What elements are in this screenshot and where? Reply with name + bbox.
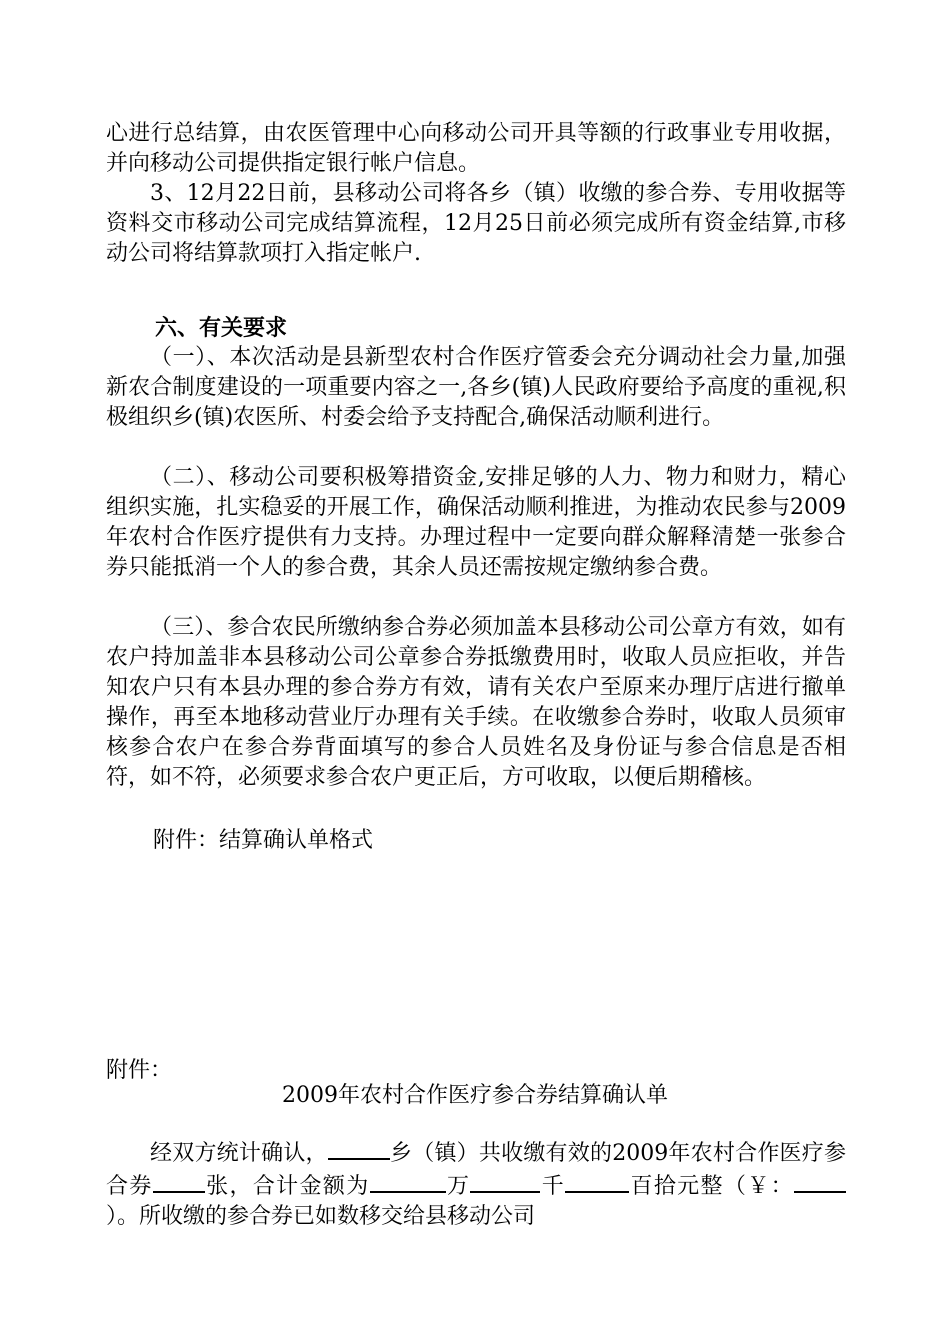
requirement-paragraph-1: （一）、本次活动是县新型农村合作医疗管委会充分调动社会力量,加强新农合制度建设的一项重要内容之一,各乡(镇)人民政府要给予高度的重视,积极组织乡(镇)农医所、村委会给予支持配合,确保活动顺利进行。 [106, 345, 846, 430]
form-text-segment: 张，合计金额为 [204, 1174, 370, 1199]
form-body-paragraph [106, 1136, 846, 1232]
continuation-paragraph: 心进行总结算，由农医管理中心向移动公司开具等额的行政事业专用收据，并向移动公司提供指定银行帐户信息。 [106, 121, 846, 176]
requirement-paragraph-2: （二）、移动公司要积极筹措资金,安排足够的人力、物力和财力，精心组织实施，扎实稳妥的开展工作，确保活动顺利推进，为推动农民参与2009年农村合作医疗提供有力支持。办理过程中一定要向群众解释清楚一张参合券只能抵消一个人的参合费，其余人员还需按规定缴纳参合费。 [106, 465, 846, 580]
section-heading: 六、有关要求 [155, 315, 288, 341]
township-blank[interactable] [328, 1136, 390, 1160]
requirement-paragraph-3: （三）、参合农民所缴纳参合券必须加盖本县移动公司公章方有效，如有农户持加盖非本县移动公司公章参合券抵缴费用时，收取人员应拒收，并告知农户只有本县办理的参合券方有效，请有关农户至原来办理厅店进行撤单操作，再至本地移动营业厅办理有关手续。在收缴参合券时，收取人员须审核参合农户在参合券背面填写的参合人员姓名及身份证与参合信息是否相符，如不符，必须要求参合农户更正后，方可收取，以便后期稽核。 [106, 615, 846, 790]
form-text-segment: 百拾元整（￥： [629, 1174, 794, 1199]
form-text-segment: 千 [540, 1174, 566, 1199]
form-text-segment: 乡（镇）共收缴有效的2009年农村合作医疗参合券 [106, 1141, 846, 1199]
amount-hundreds-blank[interactable] [565, 1169, 629, 1193]
attachment-label: 附件： [106, 1058, 173, 1083]
form-title: 2009年农村合作医疗参合券结算确认单 [282, 1083, 668, 1108]
attachment-note: 附件：结算确认单格式 [153, 828, 374, 853]
form-text-segment: 经双方统计确认， [150, 1141, 328, 1166]
form-text-segment: 万 [445, 1174, 471, 1199]
amount-numeric-blank[interactable] [794, 1169, 846, 1193]
voucher-count-blank[interactable] [153, 1169, 205, 1193]
form-text-segment: ）。所收缴的参合券已如数移交给县移动公司 [106, 1204, 536, 1229]
amount-ten-thousands-blank[interactable] [370, 1169, 446, 1193]
item-3-paragraph: 3、12月22日前，县移动公司将各乡（镇）收缴的参合券、专用收据等资料交市移动公司完成结算流程，12月25日前必须完成所有资金结算,市移动公司将结算款项打入指定帐户. [106, 181, 846, 266]
amount-thousands-blank[interactable] [470, 1169, 540, 1193]
